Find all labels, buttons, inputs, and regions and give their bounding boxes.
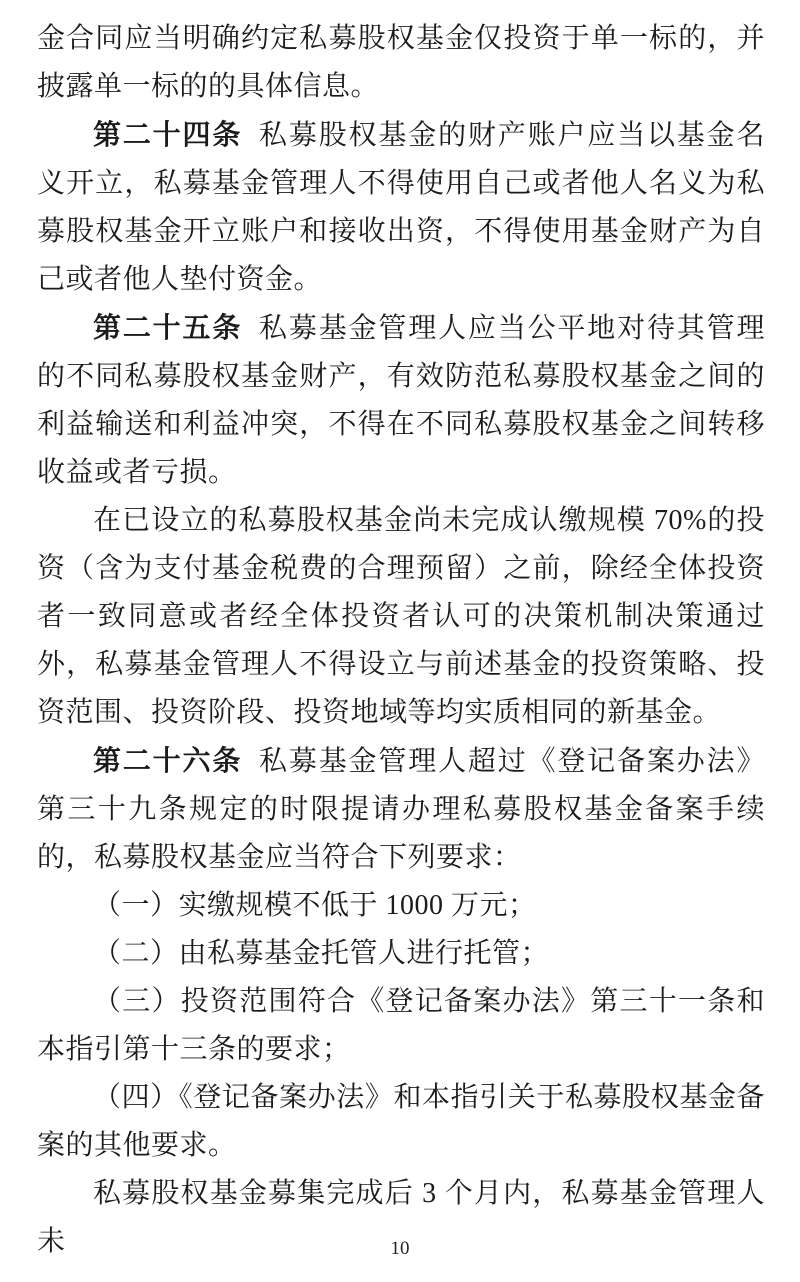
body-paragraph-fund-scale [37, 497, 765, 737]
paragraph-text: 私募股权基金募集完成后 3 个月内，私募基金管理人未 [37, 1178, 765, 1257]
article-26-paragraph [37, 737, 765, 882]
list-item-text: （二）由私募基金托管人进行托管； [93, 938, 550, 969]
list-item-text: （四）《登记备案办法》和本指引关于私募股权基金备案的其他要求。 [37, 1082, 765, 1161]
article-24-label: 第二十四条 [93, 119, 243, 150]
paragraph-text: 在已设立的私募股权基金尚未完成认缴规模 70%的投资（含为支付基金税费的合理预留）之前，除经全体投资者一致同意或者经全体投资者认可的决策机制决策通过外，私募基金管理人不得设立与前述基金的投资策略、投资范围、投资阶段、投资地域等均实质相同的新基金。 [37, 505, 765, 728]
article-24-text: 私募股权基金的财产账户应当以基金名义开立，私募基金管理人不得使用自己或者他人名义为私募股权基金开立账户和接收出资，不得使用基金财产为自己或者他人垫付资金。 [37, 120, 765, 295]
page-number: 10 [390, 1238, 410, 1259]
article-26-text: 私募基金管理人超过《登记备案办法》第三十九条规定的时限提请办理私募股权基金备案手续的，私募股权基金应当符合下列要求： [37, 746, 765, 873]
list-item-3 [37, 978, 765, 1074]
list-item-2 [37, 930, 765, 978]
list-item-text: （三）投资范围符合《登记备案办法》第三十一条和本指引第十三条的要求； [37, 986, 765, 1065]
article-25-paragraph [37, 304, 765, 497]
list-item-text: （一）实缴规模不低于 1000 万元； [93, 890, 537, 921]
article-25-label: 第二十五条 [93, 312, 243, 343]
paragraph-continuation [37, 15, 765, 111]
article-26-label: 第二十六条 [93, 745, 243, 776]
list-item-4 [37, 1074, 765, 1170]
paragraph-text: 金合同应当明确约定私募股权基金仅投资于单一标的，并披露单一标的的具体信息。 [37, 23, 765, 102]
article-24-paragraph [37, 111, 765, 304]
page-footer [0, 1238, 800, 1260]
article-25-text: 私募基金管理人应当公平地对待其管理的不同私募股权基金财产，有效防范私募股权基金之间的利益输送和利益冲突，不得在不同私募股权基金之间转移收益或者亏损。 [37, 313, 765, 488]
list-item-1 [37, 882, 765, 930]
